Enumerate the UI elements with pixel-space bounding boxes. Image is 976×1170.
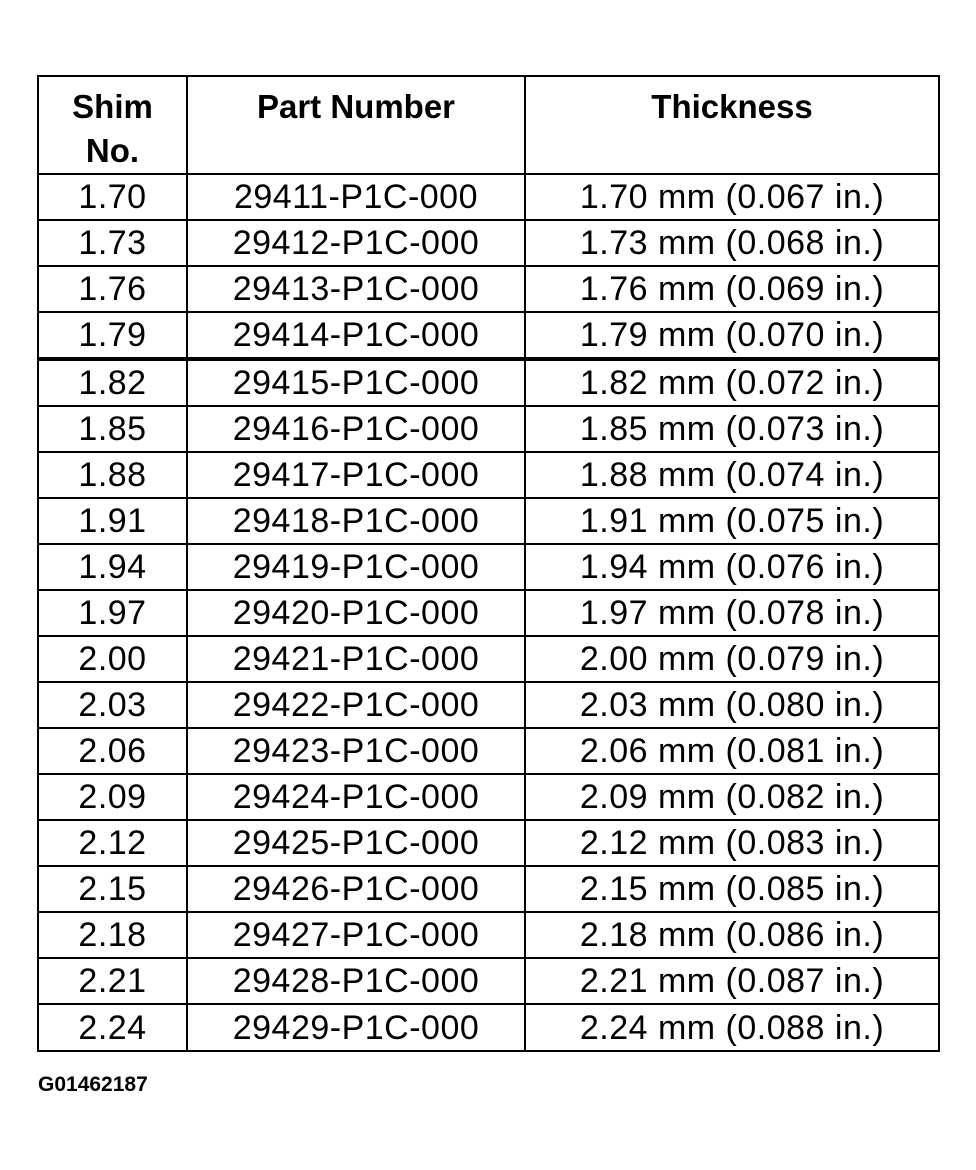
thickness-cell: 1.85 mm (0.073 in.) xyxy=(525,406,939,452)
thickness-cell: 2.21 mm (0.087 in.) xyxy=(525,958,939,1004)
table-row xyxy=(38,220,939,266)
shim-no-cell: 1.76 xyxy=(38,266,187,312)
part-number-cell: 29415-P1C-000 xyxy=(187,359,525,406)
thickness-cell: 1.88 mm (0.074 in.) xyxy=(525,452,939,498)
shim-no-cell: 2.15 xyxy=(38,866,187,912)
shim-no-cell: 1.79 xyxy=(38,312,187,359)
shim-no-cell: 2.12 xyxy=(38,820,187,866)
table-row xyxy=(38,312,939,359)
thickness-cell: 1.82 mm (0.072 in.) xyxy=(525,359,939,406)
table-row xyxy=(38,1004,939,1051)
thickness-cell: 1.73 mm (0.068 in.) xyxy=(525,220,939,266)
shim-no-cell: 2.21 xyxy=(38,958,187,1004)
shim-no-cell: 2.03 xyxy=(38,682,187,728)
table-row xyxy=(38,912,939,958)
table-body xyxy=(38,174,939,1051)
thickness-cell: 1.70 mm (0.067 in.) xyxy=(525,174,939,220)
part-number-cell: 29417-P1C-000 xyxy=(187,452,525,498)
thickness-cell: 1.91 mm (0.075 in.) xyxy=(525,498,939,544)
part-number-cell: 29426-P1C-000 xyxy=(187,866,525,912)
thickness-cell: 2.03 mm (0.080 in.) xyxy=(525,682,939,728)
shim-no-cell: 1.70 xyxy=(38,174,187,220)
header-shim-no xyxy=(38,76,187,174)
shim-no-cell: 1.91 xyxy=(38,498,187,544)
part-number-cell: 29418-P1C-000 xyxy=(187,498,525,544)
table-row xyxy=(38,174,939,220)
thickness-cell: 2.12 mm (0.083 in.) xyxy=(525,820,939,866)
shim-no-cell: 1.97 xyxy=(38,590,187,636)
header-shim-no-line1: Shim xyxy=(72,88,153,125)
table-row xyxy=(38,498,939,544)
shim-no-cell: 1.82 xyxy=(38,359,187,406)
table-row xyxy=(38,682,939,728)
part-number-cell: 29413-P1C-000 xyxy=(187,266,525,312)
shim-no-cell: 2.09 xyxy=(38,774,187,820)
part-number-cell: 29421-P1C-000 xyxy=(187,636,525,682)
shim-no-cell: 1.73 xyxy=(38,220,187,266)
thickness-cell: 1.76 mm (0.069 in.) xyxy=(525,266,939,312)
shim-no-cell: 2.00 xyxy=(38,636,187,682)
header-part-number: Part Number xyxy=(187,76,525,174)
part-number-cell: 29420-P1C-000 xyxy=(187,590,525,636)
thickness-cell: 1.94 mm (0.076 in.) xyxy=(525,544,939,590)
shim-no-cell: 1.94 xyxy=(38,544,187,590)
part-number-cell: 29423-P1C-000 xyxy=(187,728,525,774)
figure-id: G01462187 xyxy=(38,1073,148,1096)
shim-no-cell: 1.88 xyxy=(38,452,187,498)
table-row xyxy=(38,866,939,912)
table-row xyxy=(38,728,939,774)
part-number-cell: 29419-P1C-000 xyxy=(187,544,525,590)
part-number-cell: 29429-P1C-000 xyxy=(187,1004,525,1051)
table-row xyxy=(38,452,939,498)
table-row xyxy=(38,636,939,682)
shim-no-cell: 2.06 xyxy=(38,728,187,774)
thickness-cell: 2.09 mm (0.082 in.) xyxy=(525,774,939,820)
thickness-cell: 1.79 mm (0.070 in.) xyxy=(525,312,939,359)
table-row xyxy=(38,266,939,312)
table-row xyxy=(38,359,939,406)
table-row xyxy=(38,774,939,820)
table-row xyxy=(38,590,939,636)
part-number-cell: 29416-P1C-000 xyxy=(187,406,525,452)
shim-no-cell: 1.85 xyxy=(38,406,187,452)
thickness-cell: 2.15 mm (0.085 in.) xyxy=(525,866,939,912)
part-number-cell: 29424-P1C-000 xyxy=(187,774,525,820)
part-number-cell: 29411-P1C-000 xyxy=(187,174,525,220)
header-shim-no-line2: No. xyxy=(85,132,140,169)
thickness-cell: 2.06 mm (0.081 in.) xyxy=(525,728,939,774)
header-row xyxy=(38,76,939,174)
table-row xyxy=(38,958,939,1004)
thickness-cell: 2.00 mm (0.079 in.) xyxy=(525,636,939,682)
part-number-cell: 29425-P1C-000 xyxy=(187,820,525,866)
part-number-cell: 29422-P1C-000 xyxy=(187,682,525,728)
part-number-cell: 29414-P1C-000 xyxy=(187,312,525,359)
table-row xyxy=(38,820,939,866)
header-thickness: Thickness xyxy=(525,76,939,174)
thickness-cell: 1.97 mm (0.078 in.) xyxy=(525,590,939,636)
shim-no-cell: 2.18 xyxy=(38,912,187,958)
thickness-cell: 2.24 mm (0.088 in.) xyxy=(525,1004,939,1051)
shim-table-container xyxy=(37,75,938,1052)
shim-no-cell: 2.24 xyxy=(38,1004,187,1051)
part-number-cell: 29428-P1C-000 xyxy=(187,958,525,1004)
shim-table xyxy=(37,75,940,1052)
part-number-cell: 29412-P1C-000 xyxy=(187,220,525,266)
table-row xyxy=(38,544,939,590)
part-number-cell: 29427-P1C-000 xyxy=(187,912,525,958)
table-header xyxy=(38,76,939,174)
table-row xyxy=(38,406,939,452)
thickness-cell: 2.18 mm (0.086 in.) xyxy=(525,912,939,958)
